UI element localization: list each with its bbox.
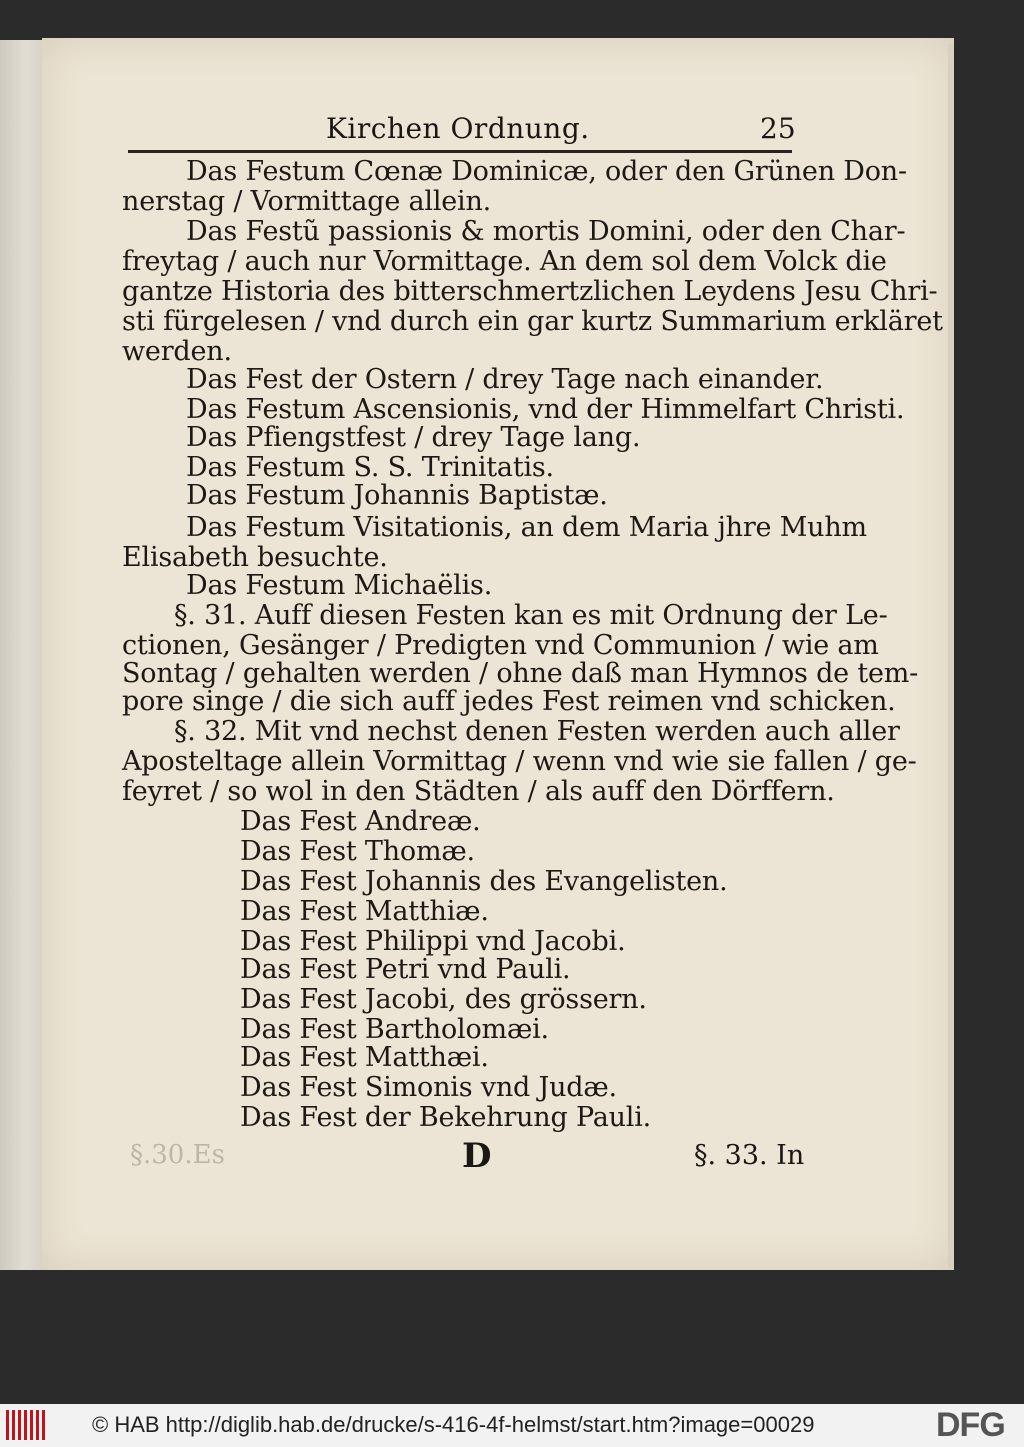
text-line: Das Fest Matthæi. (240, 1042, 489, 1073)
page-number: 25 (760, 112, 796, 145)
text-line: Das Festum S. S. Trinitatis. (186, 452, 554, 483)
text-line: Das Festũ passionis & mortis Domini, oder den Char- (186, 216, 906, 247)
text-line: pore singe / die sich auff jedes Fest reimen vnd schicken. (122, 686, 896, 717)
text-line: Elisabeth besuchte. (122, 542, 388, 573)
copyright-link[interactable]: © HAB http://diglib.hab.de/drucke/s-416-4f-helmst/start.htm?image=00029 (92, 1412, 815, 1437)
text-line: Das Fest Johannis des Evangelisten. (240, 866, 728, 897)
text-line: Das Fest Philippi vnd Jacobi. (240, 926, 626, 957)
text-line: Das Fest Thomæ. (240, 836, 475, 867)
text-line: Das Festum Michaëlis. (186, 570, 493, 601)
page-fore-edge (948, 44, 954, 1268)
header-rule (128, 150, 792, 153)
text-line: Das Festum Cœnæ Dominicæ, oder den Grünen Don- (186, 156, 907, 187)
text-line: sti fürgelesen / vnd durch ein gar kurtz Summarium erkläret (122, 306, 943, 337)
adjacent-page-edge (0, 40, 42, 1270)
text-line: Das Festum Ascensionis, vnd der Himmelfart Christi. (186, 394, 905, 425)
text-line: Aposteltage allein Vormittag / wenn vnd wie sie fallen / ge- (122, 746, 917, 777)
text-line: Das Fest Jacobi, des grössern. (240, 984, 647, 1015)
text-line: Das Fest Bartholomæi. (240, 1014, 549, 1045)
text-line: gantze Historia des bitterschmertzlichen Leydens Jesu Chri- (122, 276, 938, 307)
text-line: Das Fest Simonis vnd Judæ. (240, 1072, 617, 1103)
text-line: freytag / auch nur Vormittage. An dem sol dem Volck die (122, 246, 887, 277)
text-line: §. 32. Mit vnd nechst denen Festen werden auch aller (174, 716, 900, 747)
running-head: Kirchen Ordnung. (326, 112, 590, 145)
text-line: nerstag / Vormittage allein. (122, 186, 492, 217)
hab-logo-icon (6, 1410, 48, 1440)
text-line: Sontag / gehalten werden / ohne daß man Hymnos de tem- (122, 658, 919, 689)
bleed-through-text: §.30.Es (130, 1140, 225, 1170)
signature-mark: D (462, 1136, 492, 1176)
text-line: werden. (122, 336, 232, 367)
text-line: §. 31. Auff diesen Festen kan es mit Ordnung der Le- (174, 600, 888, 631)
text-line: ctionen, Gesänger / Predigten vnd Communion / wie am (122, 630, 879, 661)
text-line: Das Fest Matthiæ. (240, 896, 489, 927)
text-line: Das Fest der Bekehrung Pauli. (240, 1102, 652, 1133)
text-line: Das Fest der Ostern / drey Tage nach einander. (186, 364, 824, 395)
text-line: Das Fest Andreæ. (240, 806, 481, 837)
text-line: feyret / so wol in den Städten / als auff den Dörffern. (122, 776, 835, 807)
catchword: §. 33. In (694, 1140, 805, 1171)
text-line: Das Pfiengstfest / drey Tage lang. (186, 422, 641, 453)
text-line: Das Fest Petri vnd Pauli. (240, 954, 571, 985)
dfg-logo: DFG (936, 1406, 1005, 1444)
text-line: Das Festum Johannis Baptistæ. (186, 480, 608, 511)
text-line: Das Festum Visitationis, an dem Maria jhre Muhm (186, 512, 867, 543)
